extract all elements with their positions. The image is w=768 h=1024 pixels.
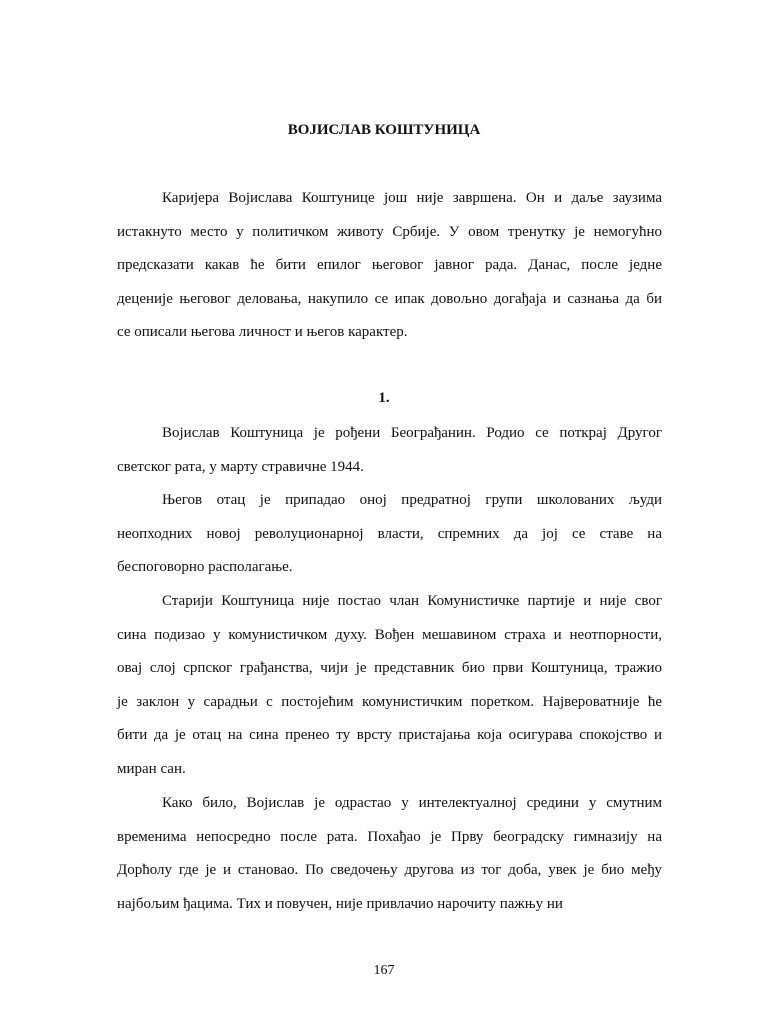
text-line: сина подизао у комунистичком духу. Вођен мешавином страха и неотпорности, (117, 626, 662, 643)
section-paragraph-2 (117, 490, 662, 591)
text-line: Како било, Војислав је одрастао у интелектуалној средини у смутним (162, 795, 662, 811)
text-line: предсказати какав ће бити епилог његовог јавног рада. Данас, после једне (117, 257, 662, 274)
text-line: деценије његовог деловања, накупило се ипак довољно догађаја и сазнања да би (117, 290, 662, 307)
text-line: светског рата, у марту стравичне 1944. (117, 458, 364, 475)
text-line: се описали његова личност и његов карактер. (117, 324, 408, 341)
section-paragraph-3 (117, 591, 662, 793)
text-line: истакнуто место у политичком животу Србије. У овом тренутку је немогућно (117, 223, 662, 240)
text-line: Његов отац је припадао оној предратној групи школованих људи (162, 492, 662, 508)
page-number: 167 (373, 963, 395, 978)
section-paragraph-1 (117, 423, 662, 490)
text-line: беспоговорно располагање. (117, 559, 293, 576)
text-line: Старији Коштуница није постао члан Комунистичке партије и није свог (162, 593, 662, 609)
text-line: је заклон у сарадњи с постојећим комунистичким поретком. Највероватније ће (117, 693, 662, 710)
text-line: временима непосредно после рата. Похађао је Прву београдску гимназију на (117, 828, 662, 845)
page-title: ВОЈИСЛАВ КОШТУНИЦА (287, 122, 481, 138)
text-line: Каријера Војислава Коштунице још није завршена. Он и даље заузима (162, 190, 662, 206)
text-line: Дорћолу где је и становао. По сведочењу другова из тог доба, увек је био међу (117, 862, 662, 879)
text-line: Војислав Коштуница је рођени Београђанин. Родио се поткрај Другог (162, 425, 662, 441)
text-line: најбољим ђацима. Тих и повучен, није привлачио нарочиту пажњу ни (117, 895, 563, 912)
text-line: бити да је отац на сина пренео ту врсту пристајања која осигурава спокојство и (117, 727, 662, 744)
section-paragraph-4 (117, 793, 662, 927)
text-line: овај слој српског грађанства, чији је представник био први Коштуница, тражио (117, 660, 662, 677)
text-line: миран сан. (117, 760, 186, 777)
section-heading: 1. (378, 390, 390, 406)
intro-paragraph (117, 188, 662, 356)
text-line: неопходних новој револуционарној власти, спремних да јој се ставе на (117, 525, 662, 542)
